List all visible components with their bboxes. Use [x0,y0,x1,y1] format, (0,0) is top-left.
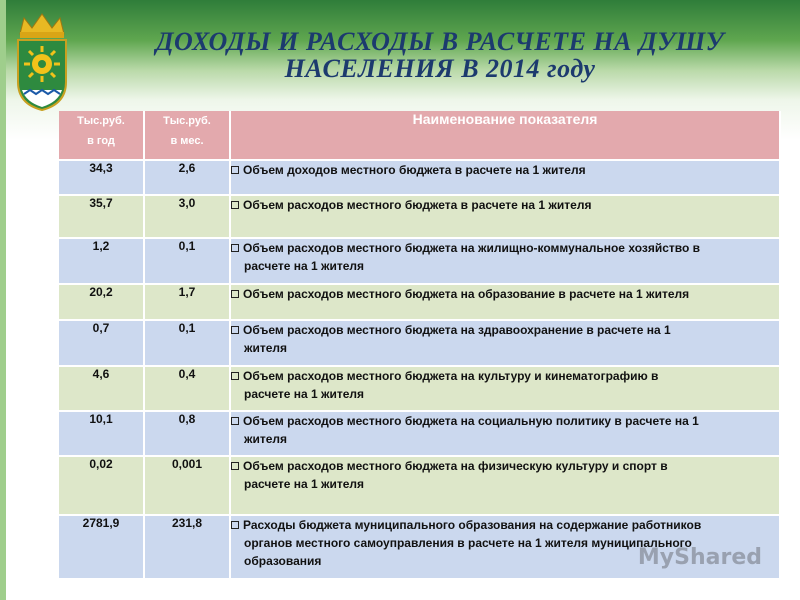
value-per-month: 0,8 [145,412,231,457]
checkbox-bullet-icon [231,417,239,425]
indicator-line-2: расчете на 1 жителя [244,477,365,491]
watermark: MyShared [637,545,762,570]
checkbox-bullet-icon [231,201,239,209]
header-per-year-line-2: в год [87,135,115,147]
indicator-cell [231,239,781,285]
header-per-year-line-1: Тыс.руб. [77,115,125,127]
value-per-year: 0,7 [59,321,145,367]
indicator-cell [231,412,781,457]
indicator-line-1: Объем расходов местного бюджета на жилищно-коммунальное хозяйство в [243,241,701,255]
indicator-line-1: Объем расходов местного бюджета на здравоохранение в расчете на 1 [243,323,671,337]
value-per-year: 20,2 [59,285,145,321]
table-row [59,321,781,367]
table-row [59,239,781,285]
indicator-line-2: жителя [244,341,288,355]
value-per-month: 3,0 [145,196,231,239]
indicator-line-1: Расходы бюджета муниципального образования на содержание работников [243,518,702,532]
value-per-year: 10,1 [59,412,145,457]
checkbox-bullet-icon [231,244,239,252]
header-per-month [145,111,231,161]
table-header-row [59,111,781,161]
table-row [59,161,781,196]
page-title [90,28,790,82]
value-per-month: 231,8 [145,516,231,580]
value-per-month: 1,7 [145,285,231,321]
header-per-month-line-1: Тыс.руб. [163,115,211,127]
title-line-2: НАСЕЛЕНИЯ В 2014 году [284,54,596,83]
checkbox-bullet-icon [231,462,239,470]
checkbox-bullet-icon [231,372,239,380]
budget-table [59,111,781,580]
checkbox-bullet-icon [231,290,239,298]
title-line-1: ДОХОДЫ И РАСХОДЫ В РАСЧЕТЕ НА ДУШУ [155,27,725,56]
table-row [59,412,781,457]
value-per-month: 0,1 [145,321,231,367]
coat-of-arms-icon [14,12,70,112]
header-indicator-name: Наименование показателя [231,111,781,161]
table-row [59,285,781,321]
indicator-line-2: органов местного самоуправления в расчете на 1 жителя муниципального [244,536,692,550]
indicator-cell [231,457,781,516]
header-per-month-line-2: в мес. [170,135,204,147]
indicator-cell [231,196,781,239]
indicator-cell [231,367,781,412]
checkbox-bullet-icon [231,521,239,529]
value-per-year: 1,2 [59,239,145,285]
indicator-line-2: расчете на 1 жителя [244,259,365,273]
value-per-year: 0,02 [59,457,145,516]
value-per-month: 0,1 [145,239,231,285]
table-row [59,196,781,239]
value-per-year: 2781,9 [59,516,145,580]
indicator-line-1: Объем расходов местного бюджета на культуру и кинематографию в [243,369,659,383]
checkbox-bullet-icon [231,166,239,174]
value-per-year: 34,3 [59,161,145,196]
indicator-cell [231,321,781,367]
indicator-line-1: Объем расходов местного бюджета на социальную политику в расчете на 1 [243,414,699,428]
table-row [59,457,781,516]
indicator-line-1: Объем расходов местного бюджета в расчете на 1 жителя [243,198,592,212]
checkbox-bullet-icon [231,326,239,334]
value-per-month: 0,001 [145,457,231,516]
indicator-cell [231,161,781,196]
indicator-line-1: Объем расходов местного бюджета на образование в расчете на 1 жителя [243,287,690,301]
value-per-month: 2,6 [145,161,231,196]
indicator-line-1: Объем доходов местного бюджета в расчете на 1 жителя [243,163,586,177]
indicator-cell [231,285,781,321]
table-row [59,367,781,412]
indicator-line-2: расчете на 1 жителя [244,387,365,401]
value-per-month: 0,4 [145,367,231,412]
indicator-line-3: образования [244,554,322,568]
indicator-line-2: жителя [244,432,288,446]
value-per-year: 35,7 [59,196,145,239]
value-per-year: 4,6 [59,367,145,412]
header-per-year [59,111,145,161]
indicator-line-1: Объем расходов местного бюджета на физическую культуру и спорт в [243,459,668,473]
